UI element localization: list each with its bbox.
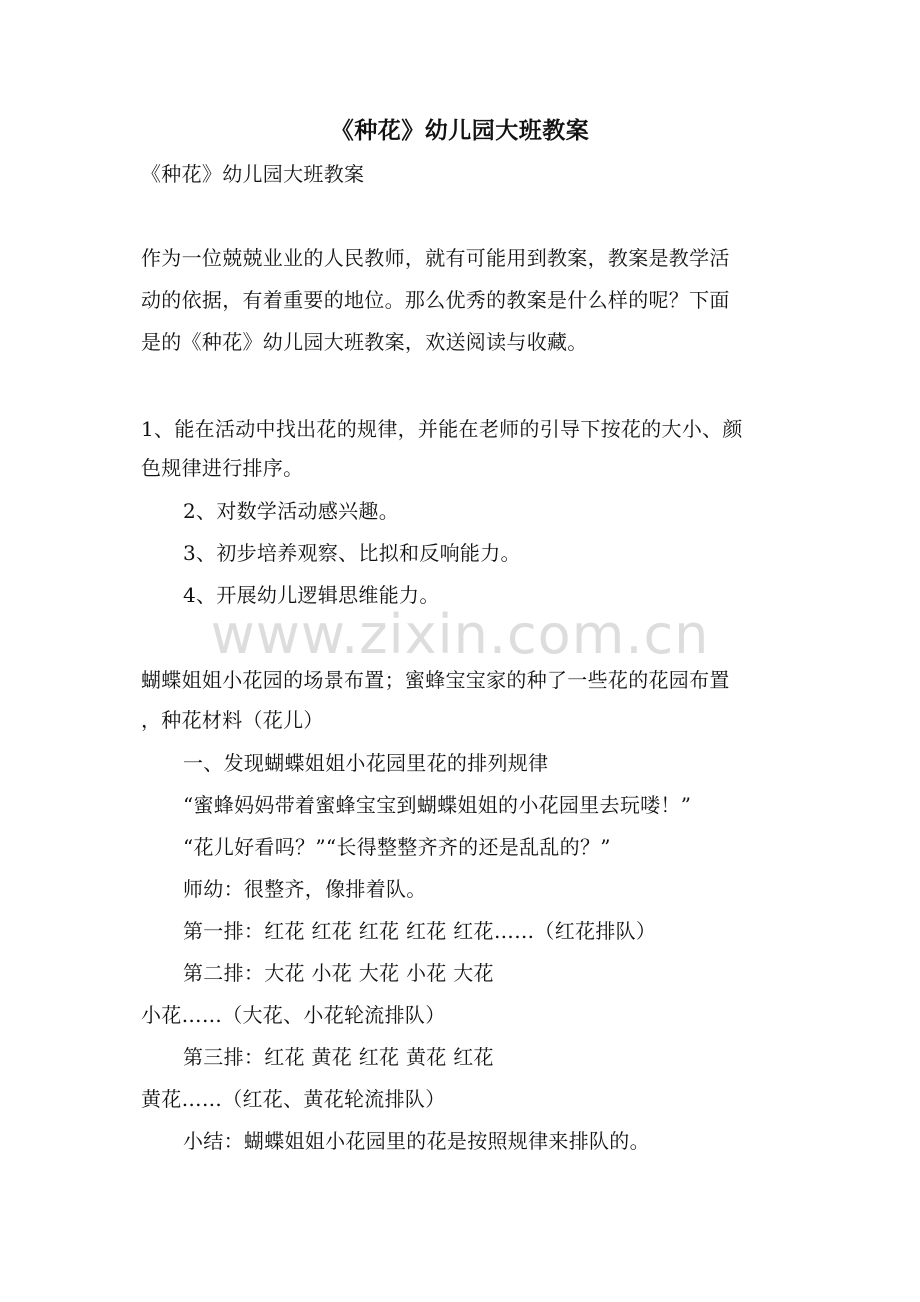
process-summary: 小结：蝴蝶姐姐小花园里的花是按照规律来排队的。 — [183, 1129, 650, 1153]
materials-line-1: 蝴蝶姐姐小花园的场景布置；蜜蜂宝宝家的种了一些花的花园布置 — [141, 668, 730, 692]
document-title: 《种花》幼儿园大班教案 — [330, 117, 590, 144]
goal-line-2: 2、对数学活动感兴趣。 — [183, 499, 400, 523]
process-line-3: “花儿好看吗？”“长得整整齐齐的还是乱乱的？” — [183, 835, 611, 859]
intro-line-2: 动的依据，有着重要的地位。那么优秀的教案是什么样的呢？下面 — [141, 288, 730, 312]
goal-line-3: 3、初步培养观察、比拟和反响能力。 — [183, 541, 521, 565]
process-line-9: 黄花……（红花、黄花轮流排队） — [141, 1087, 446, 1111]
process-line-2: “蜜蜂妈妈带着蜜蜂宝宝到蝴蝶姐姐的小花园里去玩喽！” — [183, 793, 692, 817]
materials-line-2: ，种花材料（花儿） — [141, 708, 324, 732]
process-line-6: 第二排：大花 小花 大花 小花 大花 — [183, 961, 494, 985]
watermark: www.zixin.com.cn — [210, 603, 710, 666]
goal-line-1-cont: 色规律进行排序。 — [141, 456, 304, 480]
goal-line-1: 1、能在活动中找出花的规律，并能在老师的引导下按花的大小、颜 — [141, 417, 743, 441]
goal-line-4: 4、开展幼儿逻辑思维能力。 — [183, 583, 440, 607]
process-heading: 一、发现蝴蝶姐姐小花园里花的排列规律 — [183, 751, 549, 775]
process-line-4: 师幼：很整齐，像排着队。 — [183, 877, 427, 901]
process-line-5: 第一排：红花 红花 红花 红花 红花……（红花排队） — [183, 919, 657, 943]
intro-line-3: 是的《种花》幼儿园大班教案，欢送阅读与收藏。 — [141, 330, 588, 354]
intro-line-1: 作为一位兢兢业业的人民教师，就有可能用到教案，教案是教学活 — [141, 246, 730, 270]
process-line-8: 第三排：红花 黄花 红花 黄花 红花 — [183, 1045, 494, 1069]
process-line-7: 小花……（大花、小花轮流排队） — [141, 1003, 446, 1027]
document-subtitle: 《种花》幼儿园大班教案 — [141, 162, 365, 186]
